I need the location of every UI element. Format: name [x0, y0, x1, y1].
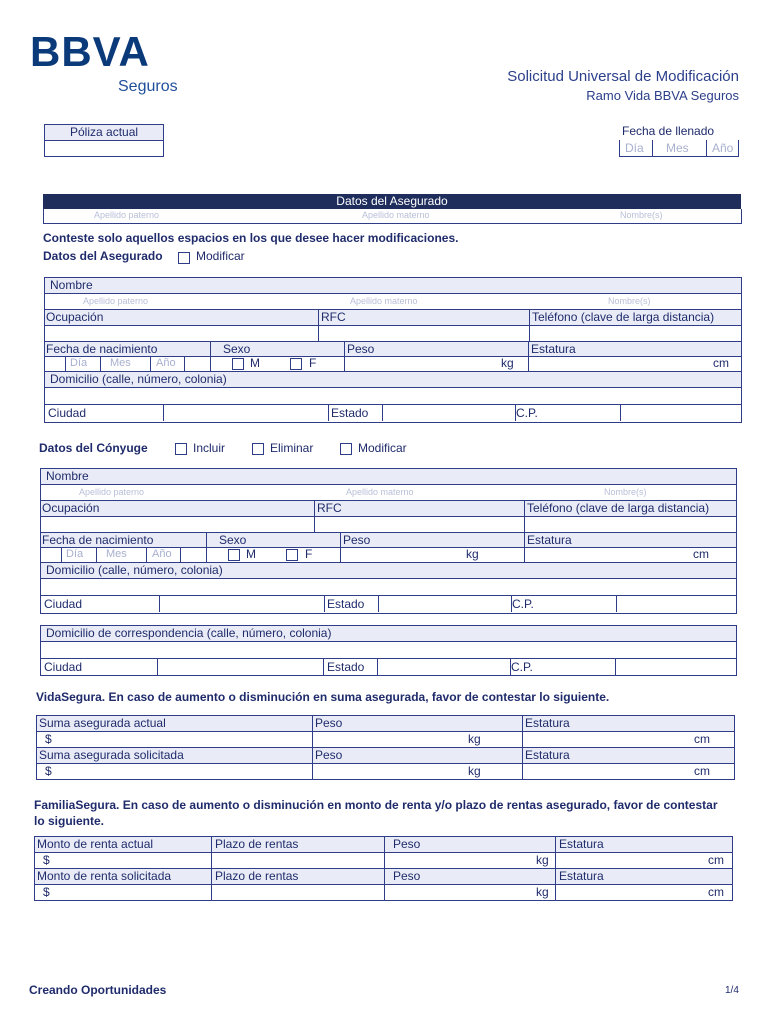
page-number: 1/4 [725, 985, 739, 996]
conyuge-rfc-label: RFC [317, 501, 342, 515]
vidasegura-peso-label-2: Peso [315, 748, 343, 762]
asegurado-rfc-input[interactable] [319, 326, 529, 341]
correspondencia-cp-input[interactable] [616, 659, 735, 675]
asegurado-fecha-nac-label: Fecha de nacimiento [46, 342, 158, 356]
correspondencia-estado-input[interactable] [378, 659, 510, 675]
familiasegura-cm-2: cm [708, 885, 724, 899]
conyuge-ap-pat: Apellido paterno [79, 487, 145, 497]
conyuge-eliminar-checkbox[interactable] [252, 443, 264, 455]
familiasegura-heading-2: lo siguiente. [34, 814, 105, 828]
familiasegura-dollar-1: $ [43, 853, 50, 867]
vidasegura-suma-solicitada-label: Suma asegurada solicitada [39, 748, 184, 762]
correspondencia-table [40, 625, 737, 676]
conyuge-nombres: Nombre(s) [604, 487, 647, 497]
vidasegura-estatura-label-2: Estatura [525, 748, 570, 762]
conyuge-cp-input[interactable] [617, 596, 735, 612]
correspondencia-ciudad-input[interactable] [158, 659, 323, 675]
vidasegura-suma-actual-input[interactable] [37, 732, 312, 747]
asegurado-peso-input[interactable] [345, 357, 528, 371]
conyuge-sexo-f-checkbox[interactable] [286, 549, 298, 561]
familiasegura-plazo-input-2[interactable] [212, 885, 384, 900]
familiasegura-kg-1: kg [536, 853, 549, 867]
vidasegura-peso-input-2[interactable] [313, 764, 522, 779]
conyuge-incluir-checkbox[interactable] [175, 443, 187, 455]
asegurado-estatura-label: Estatura [531, 342, 576, 356]
familiasegura-dollar-2: $ [43, 885, 50, 899]
conyuge-modificar-checkbox[interactable] [340, 443, 352, 455]
correspondencia-cp-label: C.P. [511, 660, 533, 674]
vidasegura-table [36, 715, 735, 780]
poliza-box [44, 124, 164, 157]
fecha-mes: Mes [666, 141, 689, 155]
vidasegura-peso-input-1[interactable] [313, 732, 522, 747]
familiasegura-plazo-label-1: Plazo de rentas [215, 837, 299, 851]
logo-subtitle: Seguros [118, 78, 178, 95]
familiasegura-cm-1: cm [708, 853, 724, 867]
correspondencia-input[interactable] [41, 642, 736, 659]
datos-asegurado-band: Datos del Asegurado [43, 194, 741, 209]
vidasegura-cm-1: cm [694, 732, 710, 746]
conyuge-ocupacion-input[interactable] [41, 517, 314, 532]
conyuge-estado-input[interactable] [379, 596, 511, 612]
conyuge-modificar-label: Modificar [358, 441, 407, 455]
fecha-anio: Año [712, 141, 734, 155]
footer-slogan: Creando Oportunidades [29, 983, 167, 997]
asegurado-ap-pat: Apellido paterno [83, 296, 149, 306]
familiasegura-monto-actual-label: Monto de renta actual [37, 837, 154, 851]
form-subtitle: Ramo Vida BBVA Seguros [586, 88, 739, 103]
correspondencia-ciudad-label: Ciudad [44, 660, 83, 674]
conyuge-dia: Día [66, 548, 84, 560]
familiasegura-estatura-input-1[interactable] [556, 853, 731, 868]
asegurado-sexo-m-checkbox[interactable] [232, 358, 244, 370]
conyuge-peso-input[interactable] [341, 548, 524, 562]
bbva-logo: BBVA [30, 28, 150, 75]
familiasegura-peso-input-2[interactable] [385, 885, 555, 900]
band-apellido-paterno: Apellido paterno [94, 210, 160, 220]
conyuge-sexo-m-checkbox[interactable] [228, 549, 240, 561]
asegurado-telefono-label: Teléfono (clave de larga distancia) [532, 310, 715, 324]
familiasegura-kg-2: kg [536, 885, 549, 899]
conyuge-rfc-input[interactable] [315, 517, 524, 532]
band-apellido-materno: Apellido materno [362, 210, 430, 220]
conyuge-sexo-f: F [305, 547, 313, 561]
asegurado-rfc-label: RFC [321, 310, 346, 324]
asegurado-modificar-checkbox[interactable] [178, 252, 190, 264]
asegurado-modificar-label: Modificar [196, 249, 245, 263]
conyuge-peso-label: Peso [343, 533, 371, 547]
vidasegura-estatura-input-1[interactable] [523, 732, 733, 747]
asegurado-ocupacion-input[interactable] [45, 326, 318, 341]
conyuge-kg: kg [466, 547, 479, 561]
form-title: Solicitud Universal de Modificación [507, 68, 739, 85]
conyuge-domicilio-input[interactable] [41, 579, 736, 596]
instructions: Conteste solo aquellos espacios en los que desee hacer modificaciones. [43, 231, 459, 245]
asegurado-fecha-nac-input[interactable] [65, 357, 211, 371]
vidasegura-cm-2: cm [694, 764, 710, 778]
conyuge-sexo-label: Sexo [219, 533, 247, 547]
familiasegura-peso-label-1: Peso [393, 837, 421, 851]
vidasegura-suma-solicitada-input[interactable] [37, 764, 312, 779]
asegurado-anio: Año [156, 357, 176, 369]
vidasegura-suma-actual-label: Suma asegurada actual [39, 716, 166, 730]
conyuge-eliminar-label: Eliminar [270, 441, 314, 455]
vidasegura-estatura-label-1: Estatura [525, 716, 570, 730]
asegurado-kg: kg [501, 356, 514, 370]
conyuge-nombre-input[interactable] [41, 485, 736, 501]
vidasegura-estatura-input-2[interactable] [523, 764, 733, 779]
fecha-input[interactable] [619, 140, 739, 157]
conyuge-domicilio-label: Domicilio (calle, número, colonia) [46, 563, 223, 577]
familiasegura-table [34, 836, 733, 901]
conyuge-ap-mat: Apellido materno [346, 487, 414, 497]
correspondencia-estado-label: Estado [327, 660, 365, 674]
vidasegura-heading: VidaSegura. En caso de aumento o disminución en suma asegurada, favor de contestar lo siguiente. [36, 690, 610, 704]
asegurado-cm: cm [713, 356, 729, 370]
asegurado-cp-label: C.P. [516, 406, 538, 420]
vidasegura-dollar-1: $ [45, 732, 52, 746]
asegurado-mes: Mes [110, 357, 131, 369]
asegurado-nombre-input[interactable] [45, 294, 741, 310]
familiasegura-plazo-label-2: Plazo de rentas [215, 869, 299, 883]
asegurado-peso-label: Peso [347, 342, 375, 356]
band-nombres: Nombre(s) [620, 210, 663, 220]
familiasegura-plazo-input-1[interactable] [212, 853, 384, 868]
correspondencia-label: Domicilio de correspondencia (calle, número, colonia) [46, 626, 332, 640]
conyuge-nombre-label: Nombre [46, 469, 89, 483]
asegurado-table [44, 277, 742, 423]
asegurado-domicilio-label: Domicilio (calle, número, colonia) [50, 372, 227, 386]
familiasegura-estatura-input-2[interactable] [556, 885, 731, 900]
conyuge-cm: cm [693, 547, 709, 561]
asegurado-nombres: Nombre(s) [608, 296, 651, 306]
conyuge-heading: Datos del Cónyuge [39, 441, 148, 455]
conyuge-sexo-m: M [246, 547, 256, 561]
familiasegura-estatura-label-1: Estatura [559, 837, 604, 851]
poliza-input[interactable] [45, 141, 163, 156]
asegurado-telefono-input[interactable] [530, 326, 740, 341]
familiasegura-heading-1: FamiliaSegura. En caso de aumento o disminución en monto de renta y/o plazo de rentas asegurado, favor de contestar [34, 798, 718, 812]
conyuge-fecha-nac-label: Fecha de nacimiento [42, 533, 154, 547]
conyuge-table [40, 468, 737, 614]
conyuge-mes: Mes [106, 548, 127, 560]
fecha-dia: Día [625, 141, 644, 155]
conyuge-ocupacion-label: Ocupación [42, 501, 100, 515]
conyuge-incluir-label: Incluir [193, 441, 226, 455]
conyuge-estado-label: Estado [327, 597, 365, 611]
asegurado-nombre-label: Nombre [50, 278, 93, 292]
conyuge-telefono-input[interactable] [525, 517, 735, 532]
asegurado-estado-label: Estado [331, 406, 369, 420]
asegurado-heading: Datos del Asegurado [43, 249, 163, 263]
vidasegura-kg-2: kg [468, 764, 481, 778]
asegurado-ocupacion-label: Ocupación [46, 310, 104, 324]
familiasegura-peso-label-2: Peso [393, 869, 421, 883]
conyuge-estatura-label: Estatura [527, 533, 572, 547]
asegurado-ciudad-label: Ciudad [48, 406, 87, 420]
asegurado-ciudad-input[interactable] [164, 405, 328, 421]
vidasegura-dollar-2: $ [45, 764, 52, 778]
asegurado-dia: Día [70, 357, 88, 369]
asegurado-estatura-input[interactable] [529, 357, 740, 371]
conyuge-cp-label: C.P. [512, 597, 534, 611]
vidasegura-kg-1: kg [468, 732, 481, 746]
conyuge-ciudad-label: Ciudad [44, 597, 83, 611]
asegurado-sexo-f-checkbox[interactable] [290, 358, 302, 370]
asegurado-ap-mat: Apellido materno [350, 296, 418, 306]
vidasegura-peso-label-1: Peso [315, 716, 343, 730]
conyuge-estatura-input[interactable] [525, 548, 735, 562]
poliza-label: Póliza actual [70, 125, 139, 139]
asegurado-cp-input[interactable] [621, 405, 740, 421]
familiasegura-peso-input-1[interactable] [385, 853, 555, 868]
fecha-label: Fecha de llenado [622, 124, 715, 138]
asegurado-sexo-f: F [309, 356, 317, 370]
familiasegura-estatura-label-2: Estatura [559, 869, 604, 883]
familiasegura-monto-solicitada-input[interactable] [35, 885, 211, 900]
conyuge-telefono-label: Teléfono (clave de larga distancia) [527, 501, 710, 515]
conyuge-ciudad-input[interactable] [160, 596, 324, 612]
asegurado-domicilio-input[interactable] [45, 388, 741, 405]
familiasegura-monto-solicitada-label: Monto de renta solicitada [37, 869, 172, 883]
familiasegura-monto-actual-input[interactable] [35, 853, 211, 868]
asegurado-sexo-label: Sexo [223, 342, 251, 356]
asegurado-estado-input[interactable] [383, 405, 515, 421]
asegurado-sexo-m: M [250, 356, 260, 370]
conyuge-anio: Año [152, 548, 172, 560]
conyuge-fecha-nac-input[interactable] [61, 548, 207, 562]
